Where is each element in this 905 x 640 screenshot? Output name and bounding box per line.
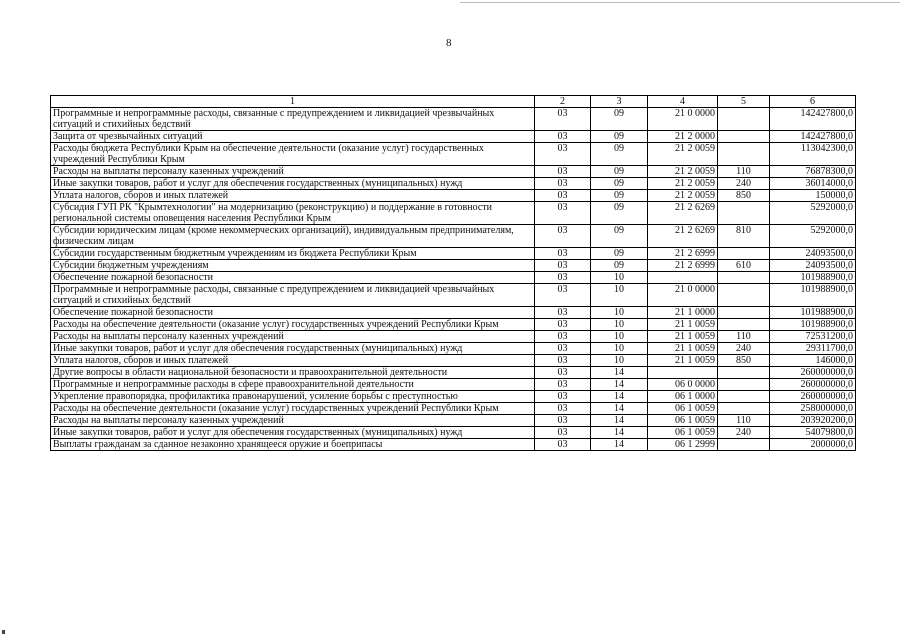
budget-table-body bbox=[51, 96, 856, 451]
table-row bbox=[51, 367, 856, 379]
row-subsection: 10 bbox=[591, 319, 648, 331]
row-target-article: 21 2 0000 bbox=[648, 131, 718, 143]
column-number-row bbox=[51, 96, 856, 108]
row-expense-type: 110 bbox=[718, 331, 770, 343]
row-subsection: 14 bbox=[591, 403, 648, 415]
row-target-article: 06 1 0059 bbox=[648, 403, 718, 415]
row-expense-type bbox=[718, 367, 770, 379]
row-section: 03 bbox=[535, 415, 591, 427]
row-section: 03 bbox=[535, 284, 591, 307]
row-expense-type: 110 bbox=[718, 415, 770, 427]
row-name: Выплаты гражданам за сданное незаконно хранящееся оружие и боеприпасы bbox=[51, 439, 535, 451]
row-amount: 260000000,0 bbox=[770, 379, 856, 391]
row-name: Иные закупки товаров, работ и услуг для обеспечения государственных (муниципальных) нужд bbox=[51, 343, 535, 355]
row-name: Уплата налогов, сборов и иных платежей bbox=[51, 190, 535, 202]
row-amount: 24093500,0 bbox=[770, 260, 856, 272]
row-amount: 24093500,0 bbox=[770, 248, 856, 260]
row-expense-type bbox=[718, 403, 770, 415]
row-section: 03 bbox=[535, 319, 591, 331]
row-section: 03 bbox=[535, 391, 591, 403]
table-row bbox=[51, 131, 856, 143]
row-section: 03 bbox=[535, 272, 591, 284]
row-subsection: 14 bbox=[591, 439, 648, 451]
row-expense-type bbox=[718, 248, 770, 260]
header-cell-4: 4 bbox=[648, 96, 718, 108]
header-cell-5: 5 bbox=[718, 96, 770, 108]
row-target-article: 21 1 0059 bbox=[648, 355, 718, 367]
row-subsection: 14 bbox=[591, 367, 648, 379]
table-row bbox=[51, 190, 856, 202]
table-row bbox=[51, 415, 856, 427]
row-amount: 76878300,0 bbox=[770, 166, 856, 178]
row-name: Иные закупки товаров, работ и услуг для обеспечения государственных (муниципальных) нужд bbox=[51, 178, 535, 190]
row-expense-type bbox=[718, 143, 770, 166]
row-name: Расходы бюджета Республики Крым на обеспечение деятельности (оказание услуг) государственных учреждений Республики Крым bbox=[51, 143, 535, 166]
row-expense-type: 110 bbox=[718, 166, 770, 178]
row-name: Расходы на обеспечение деятельности (оказание услуг) государственных учреждений Республики Крым bbox=[51, 319, 535, 331]
row-section: 03 bbox=[535, 403, 591, 415]
row-expense-type bbox=[718, 284, 770, 307]
row-section: 03 bbox=[535, 260, 591, 272]
row-section: 03 bbox=[535, 131, 591, 143]
row-section: 03 bbox=[535, 248, 591, 260]
row-target-article: 06 0 0000 bbox=[648, 379, 718, 391]
row-target-article: 21 2 6999 bbox=[648, 260, 718, 272]
table-row bbox=[51, 202, 856, 225]
row-amount: 5292000,0 bbox=[770, 225, 856, 248]
row-target-article: 21 1 0059 bbox=[648, 331, 718, 343]
table-row bbox=[51, 248, 856, 260]
row-amount: 260000000,0 bbox=[770, 391, 856, 403]
scan-mark bbox=[2, 630, 5, 634]
row-name: Расходы на выплаты персоналу казенных учреждений bbox=[51, 415, 535, 427]
table-row bbox=[51, 166, 856, 178]
row-subsection: 14 bbox=[591, 415, 648, 427]
row-name: Иные закупки товаров, работ и услуг для обеспечения государственных (муниципальных) нужд bbox=[51, 427, 535, 439]
page-number: 8 bbox=[446, 37, 452, 49]
row-target-article: 21 2 0059 bbox=[648, 166, 718, 178]
row-section: 03 bbox=[535, 355, 591, 367]
row-section: 03 bbox=[535, 108, 591, 131]
row-expense-type bbox=[718, 439, 770, 451]
row-section: 03 bbox=[535, 143, 591, 166]
row-section: 03 bbox=[535, 178, 591, 190]
table-row bbox=[51, 319, 856, 331]
row-amount: 101988900,0 bbox=[770, 319, 856, 331]
row-target-article: 21 2 6269 bbox=[648, 225, 718, 248]
row-subsection: 09 bbox=[591, 178, 648, 190]
row-subsection: 14 bbox=[591, 391, 648, 403]
row-subsection: 09 bbox=[591, 166, 648, 178]
table-row bbox=[51, 284, 856, 307]
table-row bbox=[51, 343, 856, 355]
row-target-article: 21 2 0059 bbox=[648, 190, 718, 202]
header-cell-2: 2 bbox=[535, 96, 591, 108]
row-amount: 258000000,0 bbox=[770, 403, 856, 415]
row-target-article: 21 0 0000 bbox=[648, 284, 718, 307]
row-name: Субсидии бюджетным учреждениям bbox=[51, 260, 535, 272]
row-expense-type bbox=[718, 272, 770, 284]
row-subsection: 14 bbox=[591, 427, 648, 439]
table-row bbox=[51, 143, 856, 166]
table-row bbox=[51, 391, 856, 403]
row-subsection: 09 bbox=[591, 143, 648, 166]
row-section: 03 bbox=[535, 379, 591, 391]
row-subsection: 09 bbox=[591, 248, 648, 260]
row-subsection: 14 bbox=[591, 379, 648, 391]
row-amount: 142427800,0 bbox=[770, 108, 856, 131]
row-amount: 29311700,0 bbox=[770, 343, 856, 355]
row-target-article: 06 1 0059 bbox=[648, 427, 718, 439]
row-expense-type bbox=[718, 391, 770, 403]
row-target-article: 21 2 0059 bbox=[648, 178, 718, 190]
row-amount: 54079800,0 bbox=[770, 427, 856, 439]
row-name: Другие вопросы в области национальной безопасности и правоохранительной деятельности bbox=[51, 367, 535, 379]
row-subsection: 10 bbox=[591, 331, 648, 343]
row-target-article: 21 1 0000 bbox=[648, 307, 718, 319]
row-name: Программные и непрограммные расходы, связанные с предупреждением и ликвидацией чрезвычайных ситуаций и стихийных бедствий bbox=[51, 108, 535, 131]
row-expense-type: 240 bbox=[718, 343, 770, 355]
row-section: 03 bbox=[535, 202, 591, 225]
row-name: Защита от чрезвычайных ситуаций bbox=[51, 131, 535, 143]
row-name: Программные и непрограммные расходы в сфере правоохранительной деятельности bbox=[51, 379, 535, 391]
row-target-article: 21 2 6999 bbox=[648, 248, 718, 260]
budget-table bbox=[50, 95, 856, 451]
row-amount: 72531200,0 bbox=[770, 331, 856, 343]
row-amount: 101988900,0 bbox=[770, 284, 856, 307]
row-expense-type bbox=[718, 202, 770, 225]
row-subsection: 10 bbox=[591, 284, 648, 307]
row-section: 03 bbox=[535, 439, 591, 451]
row-subsection: 10 bbox=[591, 272, 648, 284]
row-expense-type bbox=[718, 108, 770, 131]
row-name: Укрепление правопорядка, профилактика правонарушений, усиление борьбы с преступностью bbox=[51, 391, 535, 403]
row-expense-type bbox=[718, 131, 770, 143]
row-name: Расходы на обеспечение деятельности (оказание услуг) государственных учреждений Республики Крым bbox=[51, 403, 535, 415]
row-expense-type: 810 bbox=[718, 225, 770, 248]
row-section: 03 bbox=[535, 367, 591, 379]
row-section: 03 bbox=[535, 166, 591, 178]
row-subsection: 09 bbox=[591, 202, 648, 225]
row-target-article: 06 1 0000 bbox=[648, 391, 718, 403]
table-row bbox=[51, 403, 856, 415]
table-row bbox=[51, 108, 856, 131]
row-target-article: 21 1 0059 bbox=[648, 343, 718, 355]
row-subsection: 09 bbox=[591, 190, 648, 202]
row-amount: 203920200,0 bbox=[770, 415, 856, 427]
table-row bbox=[51, 331, 856, 343]
row-subsection: 09 bbox=[591, 260, 648, 272]
row-target-article: 06 1 2999 bbox=[648, 439, 718, 451]
row-expense-type bbox=[718, 307, 770, 319]
row-subsection: 09 bbox=[591, 225, 648, 248]
scan-edge-line bbox=[460, 2, 900, 3]
row-target-article: 06 1 0059 bbox=[648, 415, 718, 427]
row-name: Программные и непрограммные расходы, связанные с предупреждением и ликвидацией чрезвычайных ситуаций и стихийных бедствий bbox=[51, 284, 535, 307]
row-target-article: 21 0 0000 bbox=[648, 108, 718, 131]
row-amount: 142427800,0 bbox=[770, 131, 856, 143]
row-name: Уплата налогов, сборов и иных платежей bbox=[51, 355, 535, 367]
row-name: Субсидии государственным бюджетным учреждениям из бюджета Республики Крым bbox=[51, 248, 535, 260]
row-amount: 260000000,0 bbox=[770, 367, 856, 379]
row-section: 03 bbox=[535, 427, 591, 439]
table-row bbox=[51, 225, 856, 248]
table-row bbox=[51, 427, 856, 439]
row-name: Обеспечение пожарной безопасности bbox=[51, 272, 535, 284]
table-row bbox=[51, 355, 856, 367]
row-expense-type: 850 bbox=[718, 190, 770, 202]
header-cell-3: 3 bbox=[591, 96, 648, 108]
row-target-article: 21 2 0059 bbox=[648, 143, 718, 166]
row-name: Обеспечение пожарной безопасности bbox=[51, 307, 535, 319]
row-section: 03 bbox=[535, 343, 591, 355]
header-cell-6: 6 bbox=[770, 96, 856, 108]
row-target-article: 21 1 0059 bbox=[648, 319, 718, 331]
table-row bbox=[51, 307, 856, 319]
row-expense-type bbox=[718, 379, 770, 391]
row-amount: 5292000,0 bbox=[770, 202, 856, 225]
row-expense-type: 610 bbox=[718, 260, 770, 272]
row-subsection: 10 bbox=[591, 355, 648, 367]
row-section: 03 bbox=[535, 190, 591, 202]
row-amount: 113042300,0 bbox=[770, 143, 856, 166]
table-row bbox=[51, 272, 856, 284]
row-amount: 150000,0 bbox=[770, 190, 856, 202]
row-section: 03 bbox=[535, 307, 591, 319]
table-row bbox=[51, 260, 856, 272]
row-amount: 2000000,0 bbox=[770, 439, 856, 451]
row-name: Расходы на выплаты персоналу казенных учреждений bbox=[51, 331, 535, 343]
table-row bbox=[51, 178, 856, 190]
row-amount: 146000,0 bbox=[770, 355, 856, 367]
row-subsection: 09 bbox=[591, 131, 648, 143]
row-section: 03 bbox=[535, 331, 591, 343]
row-name: Субсидия ГУП РК "Крымтехнологии" на модернизацию (реконструкцию) и поддержание в готовности региональной системы оповещения населения Республики Крым bbox=[51, 202, 535, 225]
row-name: Расходы на выплаты персоналу казенных учреждений bbox=[51, 166, 535, 178]
row-amount: 101988900,0 bbox=[770, 272, 856, 284]
row-expense-type: 240 bbox=[718, 427, 770, 439]
row-subsection: 10 bbox=[591, 343, 648, 355]
row-section: 03 bbox=[535, 225, 591, 248]
row-amount: 36014000,0 bbox=[770, 178, 856, 190]
table-row bbox=[51, 439, 856, 451]
table-row bbox=[51, 379, 856, 391]
row-target-article bbox=[648, 272, 718, 284]
row-expense-type bbox=[718, 319, 770, 331]
row-subsection: 09 bbox=[591, 108, 648, 131]
row-target-article bbox=[648, 367, 718, 379]
row-name: Субсидии юридическим лицам (кроме некоммерческих организаций), индивидуальным предпринимателям, физическим лицам bbox=[51, 225, 535, 248]
row-subsection: 10 bbox=[591, 307, 648, 319]
row-amount: 101988900,0 bbox=[770, 307, 856, 319]
header-cell-1: 1 bbox=[51, 96, 535, 108]
row-expense-type: 240 bbox=[718, 178, 770, 190]
row-target-article: 21 2 6269 bbox=[648, 202, 718, 225]
row-expense-type: 850 bbox=[718, 355, 770, 367]
